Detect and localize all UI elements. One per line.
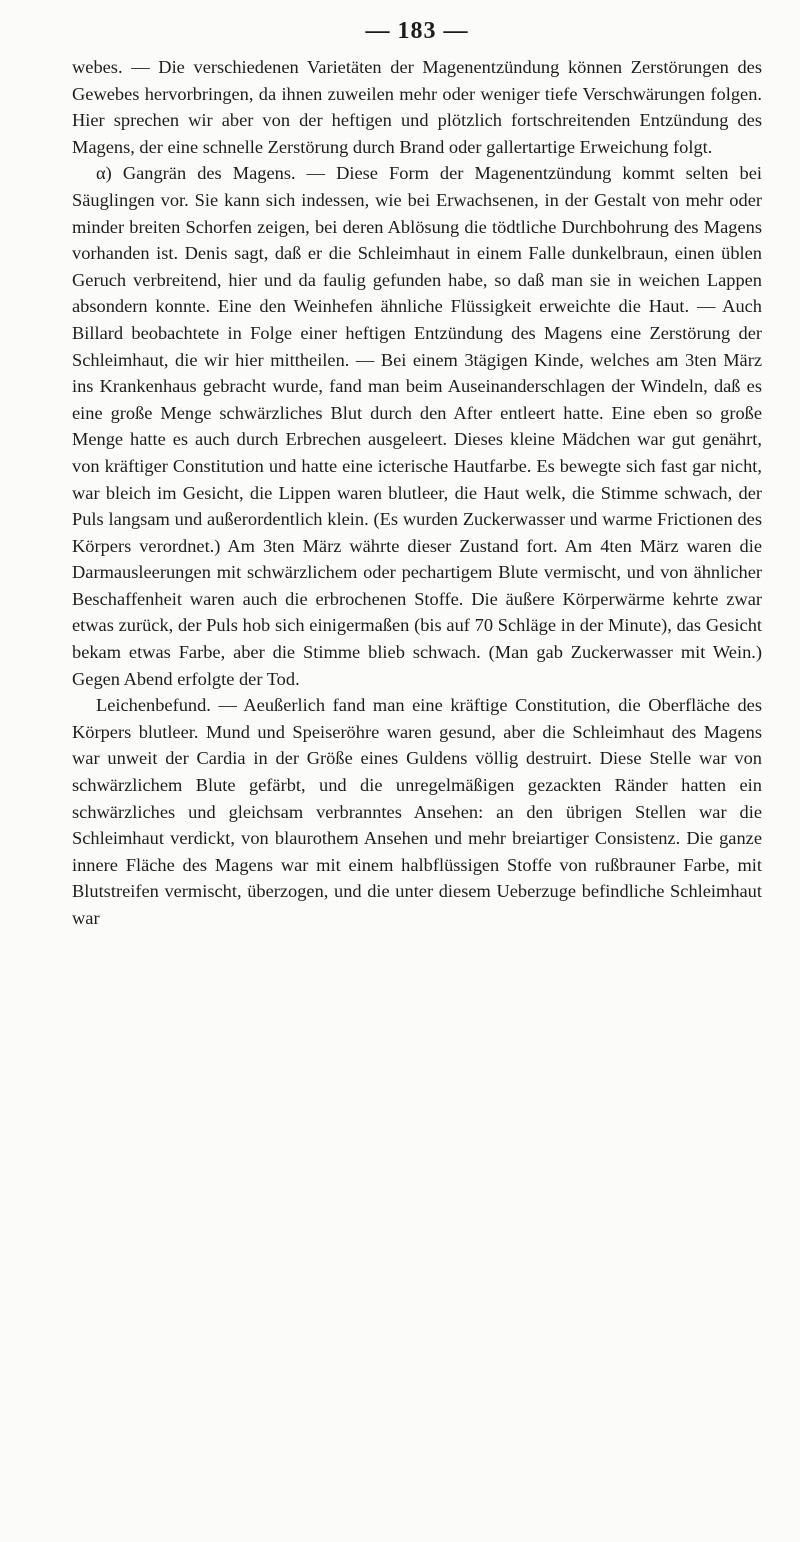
book-page <box>72 18 762 932</box>
paragraph-continuation: webes. — Die verschiedenen Varietäten der Magenentzündung können Zerstörungen des Gewebes hervorbringen, da ihnen zuweilen mehr oder weniger tiefe Verschwärungen folgen. Hier sprechen wir aber von der heftigen und plötzlich fortschreitenden Entzündung des Magens, der eine schnelle Zerstörung durch Brand oder gallertartige Erweichung folgt. <box>72 57 762 157</box>
page-number: — 183 — <box>365 18 469 44</box>
paragraph-gangrene: α) Gangrän des Magens. — Diese Form der Magenentzündung kommt selten bei Säuglingen vor. Sie kann sich indessen, wie bei Erwachsenen, in der Gestalt von mehr oder minder breiten Schorfen zeigen, bei deren Ablösung die tödtliche Durchbohrung des Magens vorhanden ist. Denis sagt, daß er die Schleimhaut in einem Falle dunkelbraun, einen üblen Geruch verbreitend, hier und da faulig gefunden habe, so daß man sie in weichen Lappen absondern konnte. Eine den Weinhefen ähnliche Flüssigkeit erweichte die Haut. — Auch Billard beobachtete in Folge einer heftigen Entzündung des Magens eine Zerstörung der Schleimhaut, die wir hier mittheilen. — Bei einem 3tägigen Kinde, welches am 3ten März ins Krankenhaus gebracht wurde, fand man beim Auseinanderschlagen der Windeln, daß es eine große Menge schwärzliches Blut durch den After entleert hatte. Eine eben so große Menge hatte es auch durch Erbrechen ausgeleert. Dieses kleine Mädchen war gut genährt, von kräftiger Constitution und hatte eine icterische Hautfarbe. Es bewegte sich fast gar nicht, war bleich im Gesicht, die Lippen waren blutleer, die Haut welk, die Stimme schwach, der Puls langsam und außerordentlich klein. (Es wurden Zuckerwasser und warme Frictionen des Körpers verordnet.) Am 3ten März währte dieser Zustand fort. Am 4ten März waren die Darmausleerungen mit schwärzlichem oder pechartigem Blute vermischt, und von ähnlicher Beschaffenheit waren auch die erbrochenen Stoffe. Die äußere Körperwärme kehrte zwar etwas zurück, der Puls hob sich einigermaßen (bis auf 70 Schläge in der Minute), das Gesicht bekam etwas Farbe, aber die Stimme blieb schwach. (Man gab Zuckerwasser mit Wein.) Gegen Abend erfolgte der Tod. <box>72 163 762 689</box>
paragraph-autopsy: Leichenbefund. — Aeußerlich fand man eine kräftige Constitution, die Oberfläche des Körpers blutleer. Mund und Speiseröhre waren gesund, aber die Schleimhaut des Magens war unweit der Cardia in der Größe eines Guldens völlig destruirt. Diese Stelle war von schwärzlichem Blute gefärbt, und die unregelmäßigen gezackten Ränder hatten ein schwärzliches und gleichsam verbranntes Ansehen: an den übrigen Stellen war die Schleimhaut verdickt, von blaurothem Ansehen und mehr breiartiger Consistenz. Die ganze innere Fläche des Magens war mit einem halbflüssigen Stoffe von rußbrauner Farbe, mit Blutstreifen vermischt, überzogen, und die unter diesem Ueberzuge befindliche Schleimhaut war <box>72 695 762 928</box>
page-header <box>72 18 762 54</box>
